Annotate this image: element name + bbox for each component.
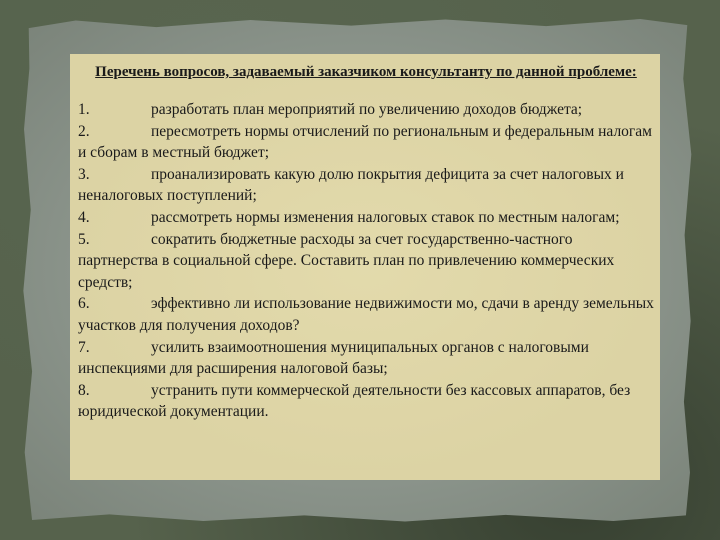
list-item <box>78 99 654 121</box>
list-item <box>78 380 654 423</box>
item-number: 6. <box>78 295 90 313</box>
list-item <box>78 293 654 336</box>
item-number: 1. <box>78 101 90 118</box>
item-text: разработать план мероприятий по увеличению доходов бюджета; <box>151 101 583 118</box>
item-text: сократить бюджетные расходы за счет государственно-частного партнерства в социальной сфере. Составить план по привлечению коммерческих средств; <box>78 230 615 291</box>
item-text: проанализировать какую долю покрытия дефицита за счет налоговых и неналоговых поступлений; <box>78 165 624 205</box>
item-number: 7. <box>78 338 90 356</box>
list-item <box>78 229 654 294</box>
item-text: рассмотреть нормы изменения налоговых ставок по местным налогам; <box>151 208 620 226</box>
list-item <box>78 337 654 380</box>
item-text: устранить пути коммерческой деятельности без кассовых аппаратов, без юридической документации. <box>78 381 631 421</box>
item-text: пересмотреть нормы отчислений по региональным и федеральным налогам и сборам в местный бюджет; <box>78 122 652 162</box>
item-number: 5. <box>78 230 90 248</box>
list-item <box>78 121 654 164</box>
item-number: 2. <box>78 122 90 140</box>
list-item <box>78 164 654 207</box>
item-number: 8. <box>78 381 90 399</box>
item-number: 3. <box>78 165 90 183</box>
item-number: 4. <box>78 208 90 226</box>
item-text: усилить взаимоотношения муниципальных органов с налоговыми инспекциями для расширения налоговой базы; <box>78 338 589 378</box>
item-text: эффективно ли использование недвижимости мо, сдачи в аренду земельных участков для получения доходов? <box>78 295 654 334</box>
document-title: Перечень вопросов, задаваемый заказчиком консультанту по данной проблеме: <box>95 64 637 80</box>
content-card <box>70 54 660 480</box>
list-item <box>78 207 654 229</box>
